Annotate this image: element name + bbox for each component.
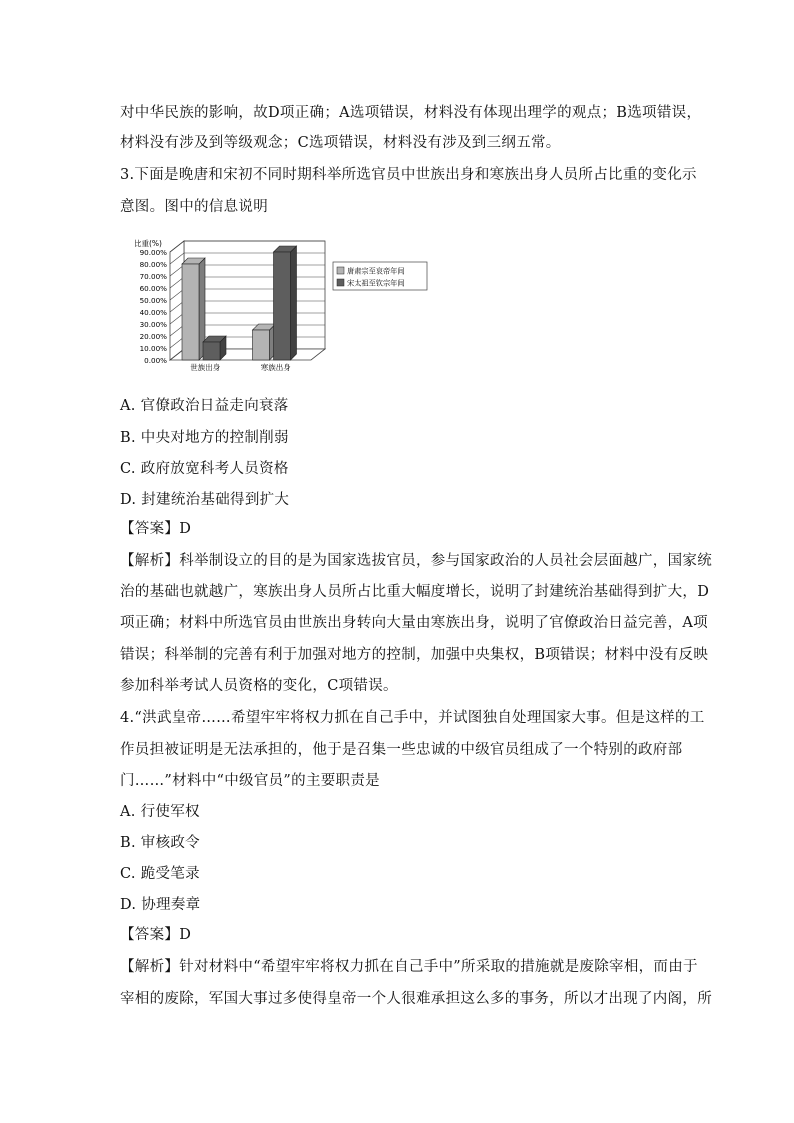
- chart: [126, 236, 436, 380]
- y-tick-label: 90.00%: [139, 248, 167, 257]
- x-tick-label: 世族出身: [190, 363, 221, 372]
- analysis: 项正确；材料中所选官员由世族出身转向大量由寒族出身，说明了官僚政治日益完善，A项: [120, 615, 708, 631]
- option-d: D. 协理奏章: [120, 897, 201, 913]
- legend-label: 宋太祖至钦宗年间: [347, 278, 405, 288]
- option-a: A. 行使军权: [120, 804, 200, 820]
- question-4-stem: 门……”材料中“中级官员”的主要职责是: [120, 773, 380, 789]
- question-4-stem: 作员担被证明是无法承担的，他于是召集一些忠诚的中级官员组成了一个特别的政府部: [120, 742, 683, 758]
- analysis: 【解析】科举制设立的目的是为国家选拔官员，参与国家政治的人员社会层面越广，国家统: [120, 553, 712, 569]
- y-tick-label: 80.00%: [139, 260, 167, 269]
- answer: 【答案】D: [120, 521, 192, 537]
- y-tick-label: 20.00%: [139, 332, 167, 341]
- question-3-stem: 意图。图中的信息说明: [120, 199, 268, 215]
- y-tick-label: 70.00%: [139, 272, 167, 281]
- question-3-stem: 3.下面是晚唐和宋初不同时期科举所选官员中世族出身和寒族出身人员所占比重的变化示: [120, 167, 697, 183]
- y-tick-label: 30.00%: [139, 320, 167, 329]
- analysis: 错误；科举制的完善有利于加强对地方的控制，加强中央集权，B项错误；材料中没有反映: [120, 647, 709, 663]
- y-tick-label: 60.00%: [139, 284, 167, 293]
- option-b: B. 中央对地方的控制削弱: [120, 430, 289, 446]
- option-a: A. 官僚政治日益走向衰落: [120, 398, 289, 414]
- bar-chart: [126, 236, 436, 380]
- analysis: 治的基础也就越广，寒族出身人员所占比重大幅度增长，说明了封建统治基础得到扩大，D: [120, 584, 710, 600]
- option-b: B. 审核政令: [120, 835, 200, 851]
- analysis: 参加科举考试人员资格的变化，C项错误。: [120, 678, 398, 694]
- bar-tang-0: [182, 264, 199, 360]
- bar-side: [291, 246, 297, 360]
- text-line: 材料没有涉及到等级观念；C选项错误，材料没有涉及到三纲五常。: [120, 135, 561, 151]
- legend-swatch: [337, 267, 344, 274]
- y-tick-label: 0.00%: [144, 356, 167, 365]
- legend-swatch: [337, 279, 344, 286]
- y-tick-label: 10.00%: [139, 344, 167, 353]
- bar-song-1: [274, 252, 291, 360]
- option-c: C. 跪受笔录: [120, 866, 200, 882]
- text-line: 对中华民族的影响，故D项正确；A选项错误，材料没有体现出理学的观点；B选项错误，: [120, 105, 702, 121]
- analysis: 【解析】针对材料中“希望牢牢将权力抓在自己手中”所采取的措施就是废除宰相，而由于: [120, 959, 698, 975]
- bar-tang-1: [253, 330, 270, 360]
- option-d: D. 封建统治基础得到扩大: [120, 492, 290, 508]
- analysis: 宰相的废除，军国大事过多使得皇帝一个人很难承担这么多的事务，所以才出现了内阁，所: [120, 991, 712, 1007]
- y-axis-label: 比重(%): [134, 239, 162, 248]
- answer: 【答案】D: [120, 927, 192, 943]
- option-c: C. 政府放宽科考人员资格: [120, 461, 289, 477]
- y-tick-label: 40.00%: [139, 308, 167, 317]
- question-4-stem: 4.“洪武皇帝……希望牢牢将权力抓在自己手中，并试图独自处理国家大事。但是这样的工: [120, 710, 705, 726]
- bar-song-0: [203, 342, 220, 360]
- legend-label: 唐肃宗至哀帝年间: [347, 266, 405, 276]
- x-tick-label: 寒族出身: [260, 363, 291, 372]
- y-tick-label: 50.00%: [139, 296, 167, 305]
